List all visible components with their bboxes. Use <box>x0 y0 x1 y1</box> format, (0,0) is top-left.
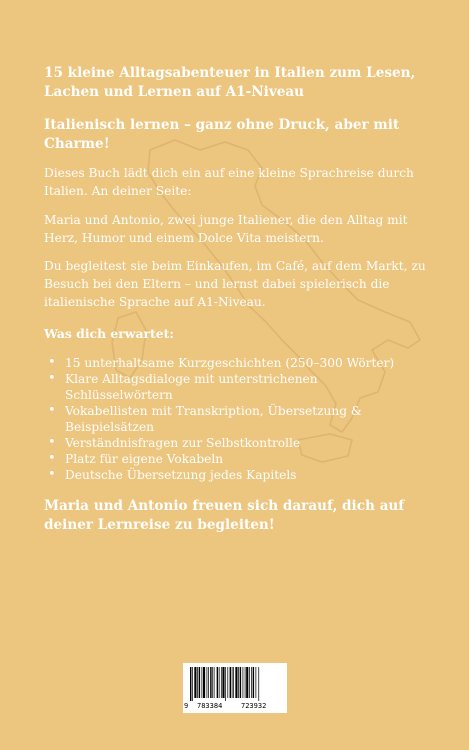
barcode-bar <box>240 667 241 698</box>
characters-paragraph: Maria und Antonio, zwei junge Italiener, die den Alltag mit Herz, Humor und einem Dolce Vita meistern. <box>44 213 408 245</box>
feature-item <box>44 451 429 467</box>
barcode-digits <box>183 701 287 711</box>
bullet-icon: • <box>48 403 56 418</box>
barcode-bar <box>202 667 203 698</box>
barcode-bar <box>258 667 259 701</box>
closing-statement: Maria und Antonio freuen sich darauf, dich auf deiner Lernreise zu begleiten! <box>44 498 405 533</box>
barcode-bar <box>253 667 254 698</box>
intro-paragraph: Dieses Buch lädt dich ein auf eine kleine Sprachreise durch Italien. An deiner Seite: <box>44 166 414 198</box>
bullet-icon: • <box>48 371 56 386</box>
feature-item <box>44 435 429 451</box>
barcode-bar <box>199 667 200 698</box>
barcode-bar <box>238 667 239 698</box>
barcode-bar <box>222 667 224 698</box>
feature-text: Verständnisfragen zur Selbstkontrolle <box>65 436 301 450</box>
barcode-bar <box>251 667 252 698</box>
barcode-bar <box>208 667 209 698</box>
barcode-bar <box>194 667 196 698</box>
bullet-icon: • <box>48 467 56 482</box>
barcode-bar <box>230 667 231 698</box>
barcode-bar <box>225 667 226 701</box>
feature-item <box>44 371 429 403</box>
barcode-lead-digit: 9 <box>184 702 189 710</box>
barcode-bar <box>210 667 211 698</box>
barcode-bar <box>219 667 220 698</box>
back-cover-text <box>44 64 429 535</box>
barcode-bar <box>207 667 208 698</box>
feature-text: Klare Alltagsdialoge mit unterstrichenen Schlüsselwörtern <box>65 372 318 402</box>
activities-paragraph: Du begleitest sie beim Einkaufen, im Café, auf dem Markt, zu Besuch bei den Eltern – und lernst dabei spielerisch die italienische Sprache auf A1-Niveau. <box>44 259 426 309</box>
feature-text: Vokabellisten mit Transkription, Übersetzung & Beispielsätzen <box>65 404 362 434</box>
feature-item <box>44 355 429 371</box>
bullet-icon: • <box>48 451 56 466</box>
feature-text: 15 unterhaltsame Kurzgeschichten (250–300 Wörter) <box>65 356 395 370</box>
feature-text: Platz für eigene Vokabeln <box>65 452 224 466</box>
barcode-bar <box>214 667 215 698</box>
barcode-bar <box>235 667 237 698</box>
bullet-icon: • <box>48 435 56 450</box>
feature-text: Deutsche Übersetzung jedes Kapitels <box>65 468 297 482</box>
headline-tagline: Italienisch lernen – ganz ohne Druck, aber mit Charme! <box>44 117 400 152</box>
barcode-digit-group-right: 723932 <box>241 702 267 710</box>
barcode-bar <box>192 667 193 701</box>
barcode-bar <box>203 667 205 698</box>
features-list <box>44 355 429 483</box>
headline-subtitle: 15 kleine Alltagsabenteuer in Italien zum Lesen, Lachen und Lernen auf A1-Niveau <box>44 65 416 100</box>
feature-item <box>44 467 429 483</box>
isbn-barcode <box>183 663 287 713</box>
barcode-bar <box>249 667 250 698</box>
barcode-bar <box>212 667 213 698</box>
features-heading: Was dich erwartet: <box>44 326 174 341</box>
barcode-digit-group-left: 783384 <box>197 702 223 710</box>
bullet-icon: • <box>48 355 56 370</box>
barcode-bar <box>197 667 198 698</box>
barcode-bar <box>246 667 248 698</box>
barcode-bar <box>233 667 234 698</box>
barcode-bar <box>221 667 222 698</box>
feature-item <box>44 403 429 435</box>
barcode-bar <box>227 667 228 698</box>
barcode-bar <box>217 667 218 698</box>
barcode-bar <box>256 667 257 698</box>
barcode-bar <box>245 667 246 698</box>
barcode-bar <box>190 667 191 701</box>
barcode-bars <box>189 667 281 701</box>
barcode-bar <box>232 667 233 698</box>
barcode-bar <box>243 667 244 698</box>
